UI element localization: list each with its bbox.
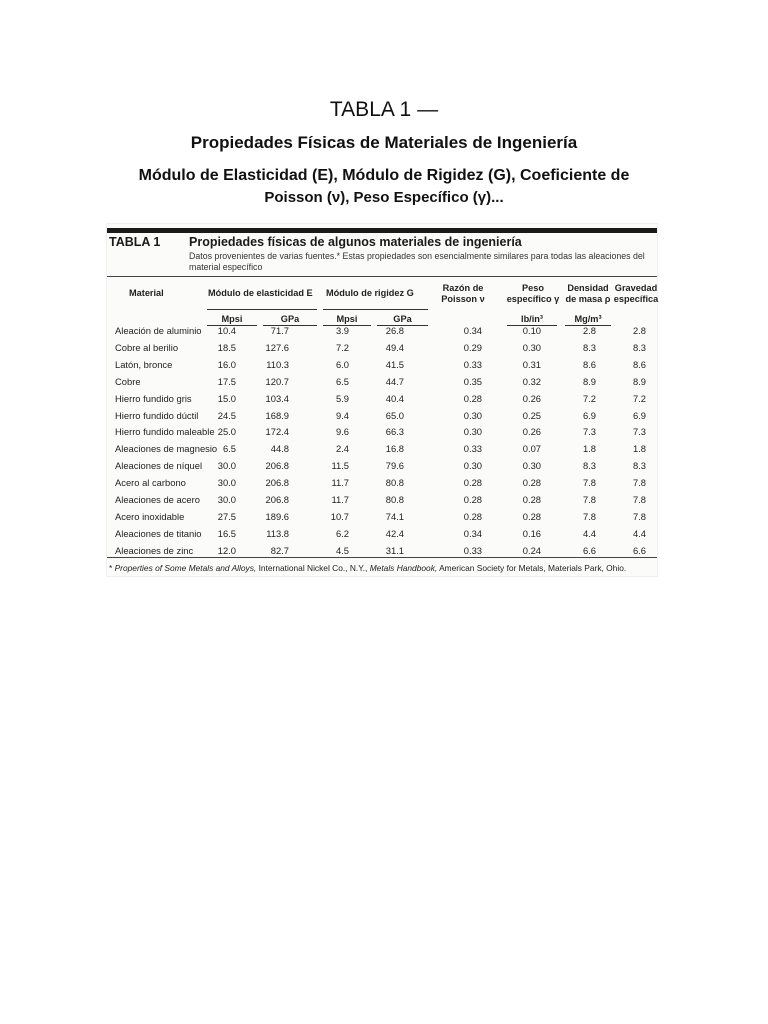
table-cell-gravedad: 8.3 bbox=[632, 460, 646, 472]
table-cell-poisson: 0.30 bbox=[463, 409, 482, 421]
table-cell-g-mpsi: 9.6 bbox=[335, 426, 349, 438]
table-cell-g-mpsi: 11.7 bbox=[331, 477, 349, 489]
table-cell-g-mpsi: 3.9 bbox=[335, 325, 349, 336]
unit-peso: lb/in³ bbox=[521, 314, 543, 324]
table-row-material: Aleación de aluminio bbox=[115, 325, 202, 336]
table-cell-g-gpa: 44.7 bbox=[385, 375, 404, 387]
table-cell-e-mpsi: 16.0 bbox=[217, 358, 236, 370]
header-gravedad-line2: específica bbox=[613, 293, 659, 304]
header-top-rule bbox=[107, 276, 657, 277]
table-cell-g-gpa: 41.5 bbox=[385, 358, 404, 370]
table-cell-g-gpa: 79.6 bbox=[385, 460, 404, 472]
footnote-italic-1: Properties of Some Metals and Alloys, bbox=[114, 563, 257, 573]
header-rigidity: Módulo de rigidez G bbox=[326, 288, 414, 298]
table-cell-g-mpsi: 7.2 bbox=[335, 341, 349, 353]
table-cell-peso: 0.26 bbox=[522, 426, 541, 438]
table-number-heading: TABLA 1 — bbox=[329, 98, 439, 121]
table-cell-densidad: 8.3 bbox=[582, 341, 596, 353]
table-row-material: Hierro fundido gris bbox=[115, 392, 192, 404]
table-cell-e-gpa: 127.6 bbox=[265, 341, 289, 353]
unit-e-gpa: GPa bbox=[280, 314, 300, 324]
elasticity-underline bbox=[207, 309, 317, 310]
table-cell-densidad: 7.8 bbox=[582, 494, 596, 505]
table-cell-g-gpa: 40.4 bbox=[385, 392, 404, 404]
table-cell-gravedad: 6.6 bbox=[632, 544, 646, 556]
table-cell-peso: 0.31 bbox=[522, 358, 541, 370]
header-poisson bbox=[437, 283, 489, 304]
table-cell-peso: 0.24 bbox=[522, 544, 541, 556]
scanned-table-image bbox=[107, 224, 657, 576]
table-cell-e-mpsi: 16.5 bbox=[217, 527, 236, 539]
page-subtitle bbox=[0, 165, 768, 209]
top-rule bbox=[107, 228, 657, 233]
header-material: Material bbox=[129, 288, 164, 298]
table-cell-poisson: 0.28 bbox=[463, 494, 482, 505]
table-cell-peso: 0.28 bbox=[522, 494, 541, 505]
table-cell-peso: 0.30 bbox=[522, 341, 541, 353]
table-cell-e-gpa: 103.4 bbox=[265, 392, 289, 404]
table-cell-gravedad: 7.3 bbox=[632, 426, 646, 438]
table-cell-e-gpa: 206.8 bbox=[265, 494, 289, 505]
table-cell-peso: 0.32 bbox=[522, 375, 541, 387]
table-cell-densidad: 7.2 bbox=[582, 392, 596, 404]
table-cell-poisson: 0.33 bbox=[463, 544, 482, 556]
table-cell-g-gpa: 49.4 bbox=[385, 341, 404, 353]
table-cell-g-mpsi: 2.4 bbox=[335, 443, 349, 455]
header-poisson-line1: Razón de bbox=[442, 283, 484, 293]
unit-e-mpsi: Mpsi bbox=[221, 314, 243, 324]
table-cell-gravedad: 1.8 bbox=[632, 443, 646, 455]
table-bottom-rule bbox=[107, 557, 657, 558]
table-cell-densidad: 7.8 bbox=[582, 510, 596, 522]
table-cell-densidad: 7.3 bbox=[582, 426, 596, 438]
table-cell-g-gpa: 16.8 bbox=[385, 443, 404, 455]
table-cell-gravedad: 7.8 bbox=[632, 494, 646, 505]
table-cell-peso: 0.07 bbox=[522, 443, 541, 455]
unit-densidad: Mg/m³ bbox=[574, 314, 602, 324]
table-cell-densidad: 1.8 bbox=[582, 443, 596, 455]
table-cell-poisson: 0.30 bbox=[463, 426, 482, 438]
subtitle-line-1: Módulo de Elasticidad (E), Módulo de Rigidez (G), Coeficiente de bbox=[138, 167, 630, 184]
table-cell-g-gpa: 42.4 bbox=[385, 527, 404, 539]
table-cell-e-mpsi: 15.0 bbox=[217, 392, 236, 404]
header-densidad bbox=[563, 283, 613, 304]
table-cell-gravedad: 6.9 bbox=[632, 409, 646, 421]
table-cell-gravedad: 7.2 bbox=[632, 392, 646, 404]
table-cell-poisson: 0.28 bbox=[463, 510, 482, 522]
table-cell-g-gpa: 74.1 bbox=[385, 510, 404, 522]
footnote-part-b: International Nickel Co., N.Y., bbox=[256, 563, 370, 573]
table-cell-densidad: 8.9 bbox=[582, 375, 596, 387]
footnote-italic-2: Metals Handbook, bbox=[369, 563, 438, 573]
table-cell-e-mpsi: 10.4 bbox=[217, 325, 236, 336]
table-cell-poisson: 0.33 bbox=[463, 358, 482, 370]
table-row-material: Aleaciones de acero bbox=[115, 494, 200, 505]
table-cell-e-gpa: 206.8 bbox=[265, 477, 289, 489]
scan-table-title: Propiedades físicas de algunos materiales de ingeniería bbox=[189, 235, 522, 249]
table-cell-poisson: 0.28 bbox=[463, 392, 482, 404]
table-cell-densidad: 6.9 bbox=[582, 409, 596, 421]
table-cell-peso: 0.26 bbox=[522, 392, 541, 404]
table-cell-peso: 0.30 bbox=[522, 460, 541, 472]
table-cell-g-gpa: 66.3 bbox=[385, 426, 404, 438]
table-cell-g-mpsi: 6.0 bbox=[335, 358, 349, 370]
table-row-material: Cobre bbox=[115, 375, 141, 387]
table-cell-e-mpsi: 27.5 bbox=[217, 510, 236, 522]
table-cell-e-gpa: 82.7 bbox=[270, 544, 289, 556]
table-cell-peso: 0.16 bbox=[522, 527, 541, 539]
header-peso-line1: Peso bbox=[522, 283, 544, 293]
table-row-material: Aleaciones de zinc bbox=[115, 544, 194, 556]
table-cell-g-mpsi: 9.4 bbox=[335, 409, 349, 421]
header-gravedad bbox=[613, 283, 659, 304]
table-row-material: Acero al carbono bbox=[115, 477, 186, 489]
unit-g-mpsi: Mpsi bbox=[336, 314, 358, 324]
header-poisson-line2: Poisson ν bbox=[441, 293, 485, 304]
table-cell-gravedad: 7.8 bbox=[632, 510, 646, 522]
table-cell-densidad: 8.6 bbox=[582, 358, 596, 370]
footnote-part-a: * bbox=[109, 563, 115, 573]
table-cell-e-gpa: 44.8 bbox=[270, 443, 289, 455]
table-row-material: Aleaciones de magnesio bbox=[115, 443, 218, 455]
table-cell-e-mpsi: 12.0 bbox=[217, 544, 236, 556]
table-cell-densidad: 4.4 bbox=[582, 527, 596, 539]
table-cell-densidad: 2.8 bbox=[582, 325, 596, 336]
header-peso bbox=[502, 283, 564, 304]
header-densidad-line2: de masa ρ bbox=[565, 293, 611, 304]
table-cell-densidad: 6.6 bbox=[582, 544, 596, 556]
footnote bbox=[109, 563, 626, 573]
footnote-part-c: American Society for Metals, Materials Park, Ohio. bbox=[437, 563, 627, 573]
table-cell-poisson: 0.33 bbox=[463, 443, 482, 455]
table-cell-e-gpa: 113.8 bbox=[266, 527, 289, 539]
table-cell-e-mpsi: 17.5 bbox=[217, 375, 236, 387]
table-cell-peso: 0.10 bbox=[522, 325, 541, 336]
table-cell-poisson: 0.35 bbox=[463, 375, 482, 387]
table-cell-e-mpsi: 18.5 bbox=[217, 341, 236, 353]
table-cell-peso: 0.28 bbox=[522, 477, 541, 489]
table-cell-g-gpa: 80.8 bbox=[385, 494, 404, 505]
table-cell-gravedad: 2.8 bbox=[632, 325, 646, 336]
table-cell-e-mpsi: 25.0 bbox=[217, 426, 236, 438]
table-cell-gravedad: 8.3 bbox=[632, 341, 646, 353]
page-title: Propiedades Físicas de Materiales de Ingeniería bbox=[190, 133, 578, 152]
table-cell-g-gpa: 80.8 bbox=[385, 477, 404, 489]
table-cell-e-mpsi: 6.5 bbox=[222, 443, 236, 455]
table-cell-g-mpsi: 5.9 bbox=[335, 392, 349, 404]
header-peso-line2: específico γ bbox=[506, 293, 560, 304]
table-cell-peso: 0.28 bbox=[522, 510, 541, 522]
table-cell-g-mpsi: 10.7 bbox=[330, 510, 349, 522]
scan-table-note: Datos provenientes de varias fuentes.* Estas propiedades son esencialmente similares para todas las aleaciones del material específico bbox=[189, 251, 645, 272]
table-cell-gravedad: 7.8 bbox=[632, 477, 646, 489]
subtitle-line-2: Poisson (ν), Peso Específico (γ)... bbox=[264, 189, 504, 206]
table-cell-e-gpa: 168.9 bbox=[265, 409, 289, 421]
table-cell-g-mpsi: 11.5 bbox=[331, 460, 349, 472]
table-row-material: Cobre al berilio bbox=[115, 341, 179, 353]
table-cell-e-mpsi: 30.0 bbox=[217, 494, 236, 505]
table-cell-poisson: 0.30 bbox=[463, 460, 482, 472]
table-cell-gravedad: 4.4 bbox=[632, 527, 646, 539]
table-row-material: Latón, bronce bbox=[115, 358, 173, 370]
table-cell-g-gpa: 65.0 bbox=[385, 409, 404, 421]
table-cell-densidad: 7.8 bbox=[582, 477, 596, 489]
unit-g-gpa: GPa bbox=[393, 314, 412, 324]
table-cell-g-gpa: 31.1 bbox=[385, 544, 404, 556]
table-cell-gravedad: 8.6 bbox=[632, 358, 646, 370]
table-cell-gravedad: 8.9 bbox=[632, 375, 646, 387]
header-elasticity: Módulo de elasticidad E bbox=[208, 288, 313, 298]
table-cell-poisson: 0.34 bbox=[463, 527, 482, 539]
table-row-material: Hierro fundido dúctil bbox=[115, 409, 199, 421]
table-cell-g-mpsi: 6.2 bbox=[335, 527, 349, 539]
rigidity-underline bbox=[323, 309, 428, 310]
table-row-material: Acero inoxidable bbox=[115, 510, 185, 522]
scan-table-label: TABLA 1 bbox=[109, 235, 161, 249]
table-cell-g-gpa: 26.8 bbox=[385, 325, 404, 336]
table-row-material: Aleaciones de níquel bbox=[115, 460, 203, 472]
table-cell-e-mpsi: 30.0 bbox=[217, 477, 236, 489]
table-cell-g-mpsi: 4.5 bbox=[335, 544, 349, 556]
table-cell-e-mpsi: 24.5 bbox=[217, 409, 236, 421]
table-row-material: Hierro fundido maleable bbox=[115, 426, 215, 438]
table-cell-e-gpa: 206.8 bbox=[265, 460, 289, 472]
table-cell-poisson: 0.28 bbox=[463, 477, 482, 489]
header-densidad-line1: Densidad bbox=[567, 283, 609, 293]
table-row-material: Aleaciones de titanio bbox=[115, 527, 202, 539]
table-cell-e-gpa: 172.4 bbox=[265, 426, 289, 438]
table-cell-g-mpsi: 11.7 bbox=[331, 494, 349, 505]
table-cell-densidad: 8.3 bbox=[582, 460, 596, 472]
table-cell-poisson: 0.34 bbox=[463, 325, 482, 336]
table-cell-g-mpsi: 6.5 bbox=[335, 375, 349, 387]
header-gravedad-line1: Gravedad bbox=[614, 283, 658, 293]
table-cell-e-mpsi: 30.0 bbox=[217, 460, 236, 472]
table-cell-e-gpa: 71.7 bbox=[270, 325, 289, 336]
table-cell-peso: 0.25 bbox=[522, 409, 541, 421]
table-cell-poisson: 0.29 bbox=[463, 341, 482, 353]
table-cell-e-gpa: 110.3 bbox=[266, 358, 289, 370]
table-cell-e-gpa: 120.7 bbox=[265, 375, 289, 387]
table-cell-e-gpa: 189.6 bbox=[265, 510, 289, 522]
